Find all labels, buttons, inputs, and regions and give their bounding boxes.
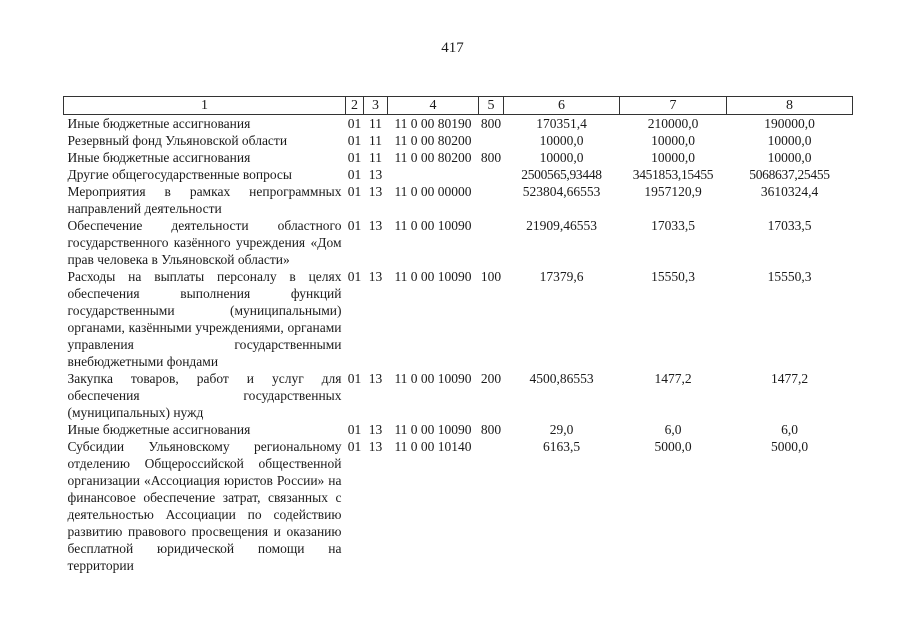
table-row bbox=[64, 132, 853, 149]
row-year1: 29,0 bbox=[549, 422, 574, 437]
row-razdel: 01 bbox=[347, 116, 362, 131]
row-name: Иные бюджетные ассигнования bbox=[67, 116, 251, 131]
row-podrazdel: 13 bbox=[368, 422, 383, 437]
row-name: Расходы на выплаты персоналу в целях обеспечения выполнения функций государственными (муниципальными) органами, казёнными учреждениями, органами управления государственными внебюджетными фондами bbox=[67, 269, 342, 369]
row-year1: 10000,0 bbox=[539, 150, 584, 165]
row-razdel: 01 bbox=[347, 167, 362, 182]
row-year1: 523804,66553 bbox=[522, 184, 601, 199]
row-name: Субсидии Ульяновскому региональному отделению Общероссийской общественной организации «Ассоциация юристов России» на финансовое обеспечение затрат, связанных с деятельностью Ассоциации по содействию развитию правового просвещения и оказанию бесплатной юридической помощи на территории bbox=[67, 439, 342, 573]
row-vr bbox=[479, 166, 504, 183]
header-cell-8: 8 bbox=[727, 97, 853, 115]
row-podrazdel: 13 bbox=[368, 439, 383, 454]
row-csr: 11 0 00 80200 bbox=[394, 150, 472, 165]
row-vr bbox=[479, 217, 504, 268]
row-razdel: 01 bbox=[347, 269, 362, 284]
header-cell-3: 3 bbox=[364, 97, 388, 115]
table-row bbox=[64, 149, 853, 166]
table-row bbox=[64, 370, 853, 421]
row-csr: 11 0 00 80200 bbox=[394, 133, 472, 148]
row-vr bbox=[479, 438, 504, 574]
row-razdel: 01 bbox=[347, 150, 362, 165]
row-podrazdel: 13 bbox=[368, 269, 383, 284]
row-year2: 15550,3 bbox=[651, 269, 695, 284]
row-csr bbox=[388, 166, 479, 183]
row-year2: 17033,5 bbox=[651, 218, 695, 233]
row-year3: 5000,0 bbox=[770, 439, 809, 454]
row-year3: 10000,0 bbox=[767, 150, 812, 165]
table-row bbox=[64, 421, 853, 438]
table-row bbox=[64, 166, 853, 183]
row-year3: 1477,2 bbox=[770, 371, 809, 386]
row-year3: 6,0 bbox=[781, 422, 798, 437]
row-year3: 190000,0 bbox=[764, 116, 815, 131]
row-name: Обеспечение деятельности областного государственного казённого учреждения «Дом прав человека в Ульяновской области» bbox=[67, 218, 342, 267]
row-razdel: 01 bbox=[347, 371, 362, 386]
row-razdel: 01 bbox=[347, 439, 362, 454]
row-vr bbox=[479, 183, 504, 217]
header-cell-5: 5 bbox=[479, 97, 504, 115]
table-row bbox=[64, 268, 853, 370]
table-row bbox=[64, 183, 853, 217]
row-csr: 11 0 00 10140 bbox=[394, 439, 472, 454]
page-number: 417 bbox=[441, 40, 464, 56]
row-year1: 170351,4 bbox=[536, 116, 587, 131]
table-header bbox=[64, 97, 853, 115]
row-podrazdel: 11 bbox=[369, 150, 382, 165]
row-vr: 100 bbox=[480, 269, 502, 284]
row-year3: 5068637,25455 bbox=[749, 167, 830, 182]
row-podrazdel: 13 bbox=[368, 167, 383, 182]
row-year3: 15550,3 bbox=[767, 269, 812, 284]
row-year1: 6163,5 bbox=[542, 439, 581, 454]
row-name: Иные бюджетные ассигнования bbox=[67, 150, 251, 165]
row-year3: 3610324,4 bbox=[760, 184, 819, 199]
row-year2: 1957120,9 bbox=[644, 184, 702, 199]
table-body bbox=[64, 115, 853, 575]
row-razdel: 01 bbox=[347, 422, 362, 437]
row-year2: 10000,0 bbox=[651, 150, 695, 165]
row-podrazdel: 13 bbox=[368, 184, 383, 199]
row-name: Закупка товаров, работ и услуг для обеспечения государственных (муниципальных) нужд bbox=[67, 371, 342, 420]
row-name: Иные бюджетные ассигнования bbox=[67, 422, 251, 437]
row-podrazdel: 11 bbox=[369, 133, 382, 148]
row-csr: 11 0 00 00000 bbox=[394, 184, 472, 199]
row-year1: 4500,86553 bbox=[529, 371, 594, 386]
row-csr: 11 0 00 10090 bbox=[394, 422, 472, 437]
table-row bbox=[64, 217, 853, 268]
header-row bbox=[64, 97, 853, 115]
row-name: Другие общегосударственные вопросы bbox=[67, 167, 292, 182]
row-year2: 5000,0 bbox=[654, 439, 692, 454]
row-year2: 3451853,15455 bbox=[632, 167, 714, 182]
row-year2: 6,0 bbox=[664, 422, 682, 437]
table-row bbox=[64, 115, 853, 133]
row-year1: 21909,46553 bbox=[526, 218, 597, 233]
row-name: Резервный фонд Ульяновской области bbox=[67, 133, 288, 148]
budget-table bbox=[63, 96, 853, 574]
row-vr: 800 bbox=[480, 116, 502, 131]
row-podrazdel: 13 bbox=[368, 218, 383, 233]
row-year1: 2500565,93448 bbox=[521, 167, 602, 182]
row-razdel: 01 bbox=[347, 218, 362, 233]
header-cell-4: 4 bbox=[388, 97, 479, 115]
row-podrazdel: 13 bbox=[368, 371, 383, 386]
row-csr: 11 0 00 10090 bbox=[394, 371, 472, 386]
row-name: Мероприятия в рамках непрограммных направлений деятельности bbox=[67, 184, 342, 216]
row-csr: 11 0 00 80190 bbox=[394, 116, 472, 131]
row-year2: 1477,2 bbox=[654, 371, 692, 386]
table-row bbox=[64, 438, 853, 574]
row-year3: 17033,5 bbox=[767, 218, 812, 233]
row-podrazdel: 11 bbox=[369, 116, 382, 131]
header-cell-1: 1 bbox=[64, 97, 346, 115]
row-year3: 10000,0 bbox=[767, 133, 812, 148]
row-csr: 11 0 00 10090 bbox=[394, 218, 472, 233]
row-razdel: 01 bbox=[347, 184, 362, 199]
row-year2: 210000,0 bbox=[647, 116, 699, 131]
row-year2: 10000,0 bbox=[651, 133, 695, 148]
row-csr: 11 0 00 10090 bbox=[394, 269, 472, 284]
header-cell-2: 2 bbox=[346, 97, 364, 115]
row-vr: 800 bbox=[480, 150, 502, 165]
row-year1: 10000,0 bbox=[539, 133, 584, 148]
row-year1: 17379,6 bbox=[539, 269, 584, 284]
header-cell-6: 6 bbox=[504, 97, 620, 115]
row-vr bbox=[479, 132, 504, 149]
row-vr: 800 bbox=[480, 422, 502, 437]
header-cell-7: 7 bbox=[620, 97, 727, 115]
row-vr: 200 bbox=[480, 371, 502, 386]
row-razdel: 01 bbox=[347, 133, 362, 148]
